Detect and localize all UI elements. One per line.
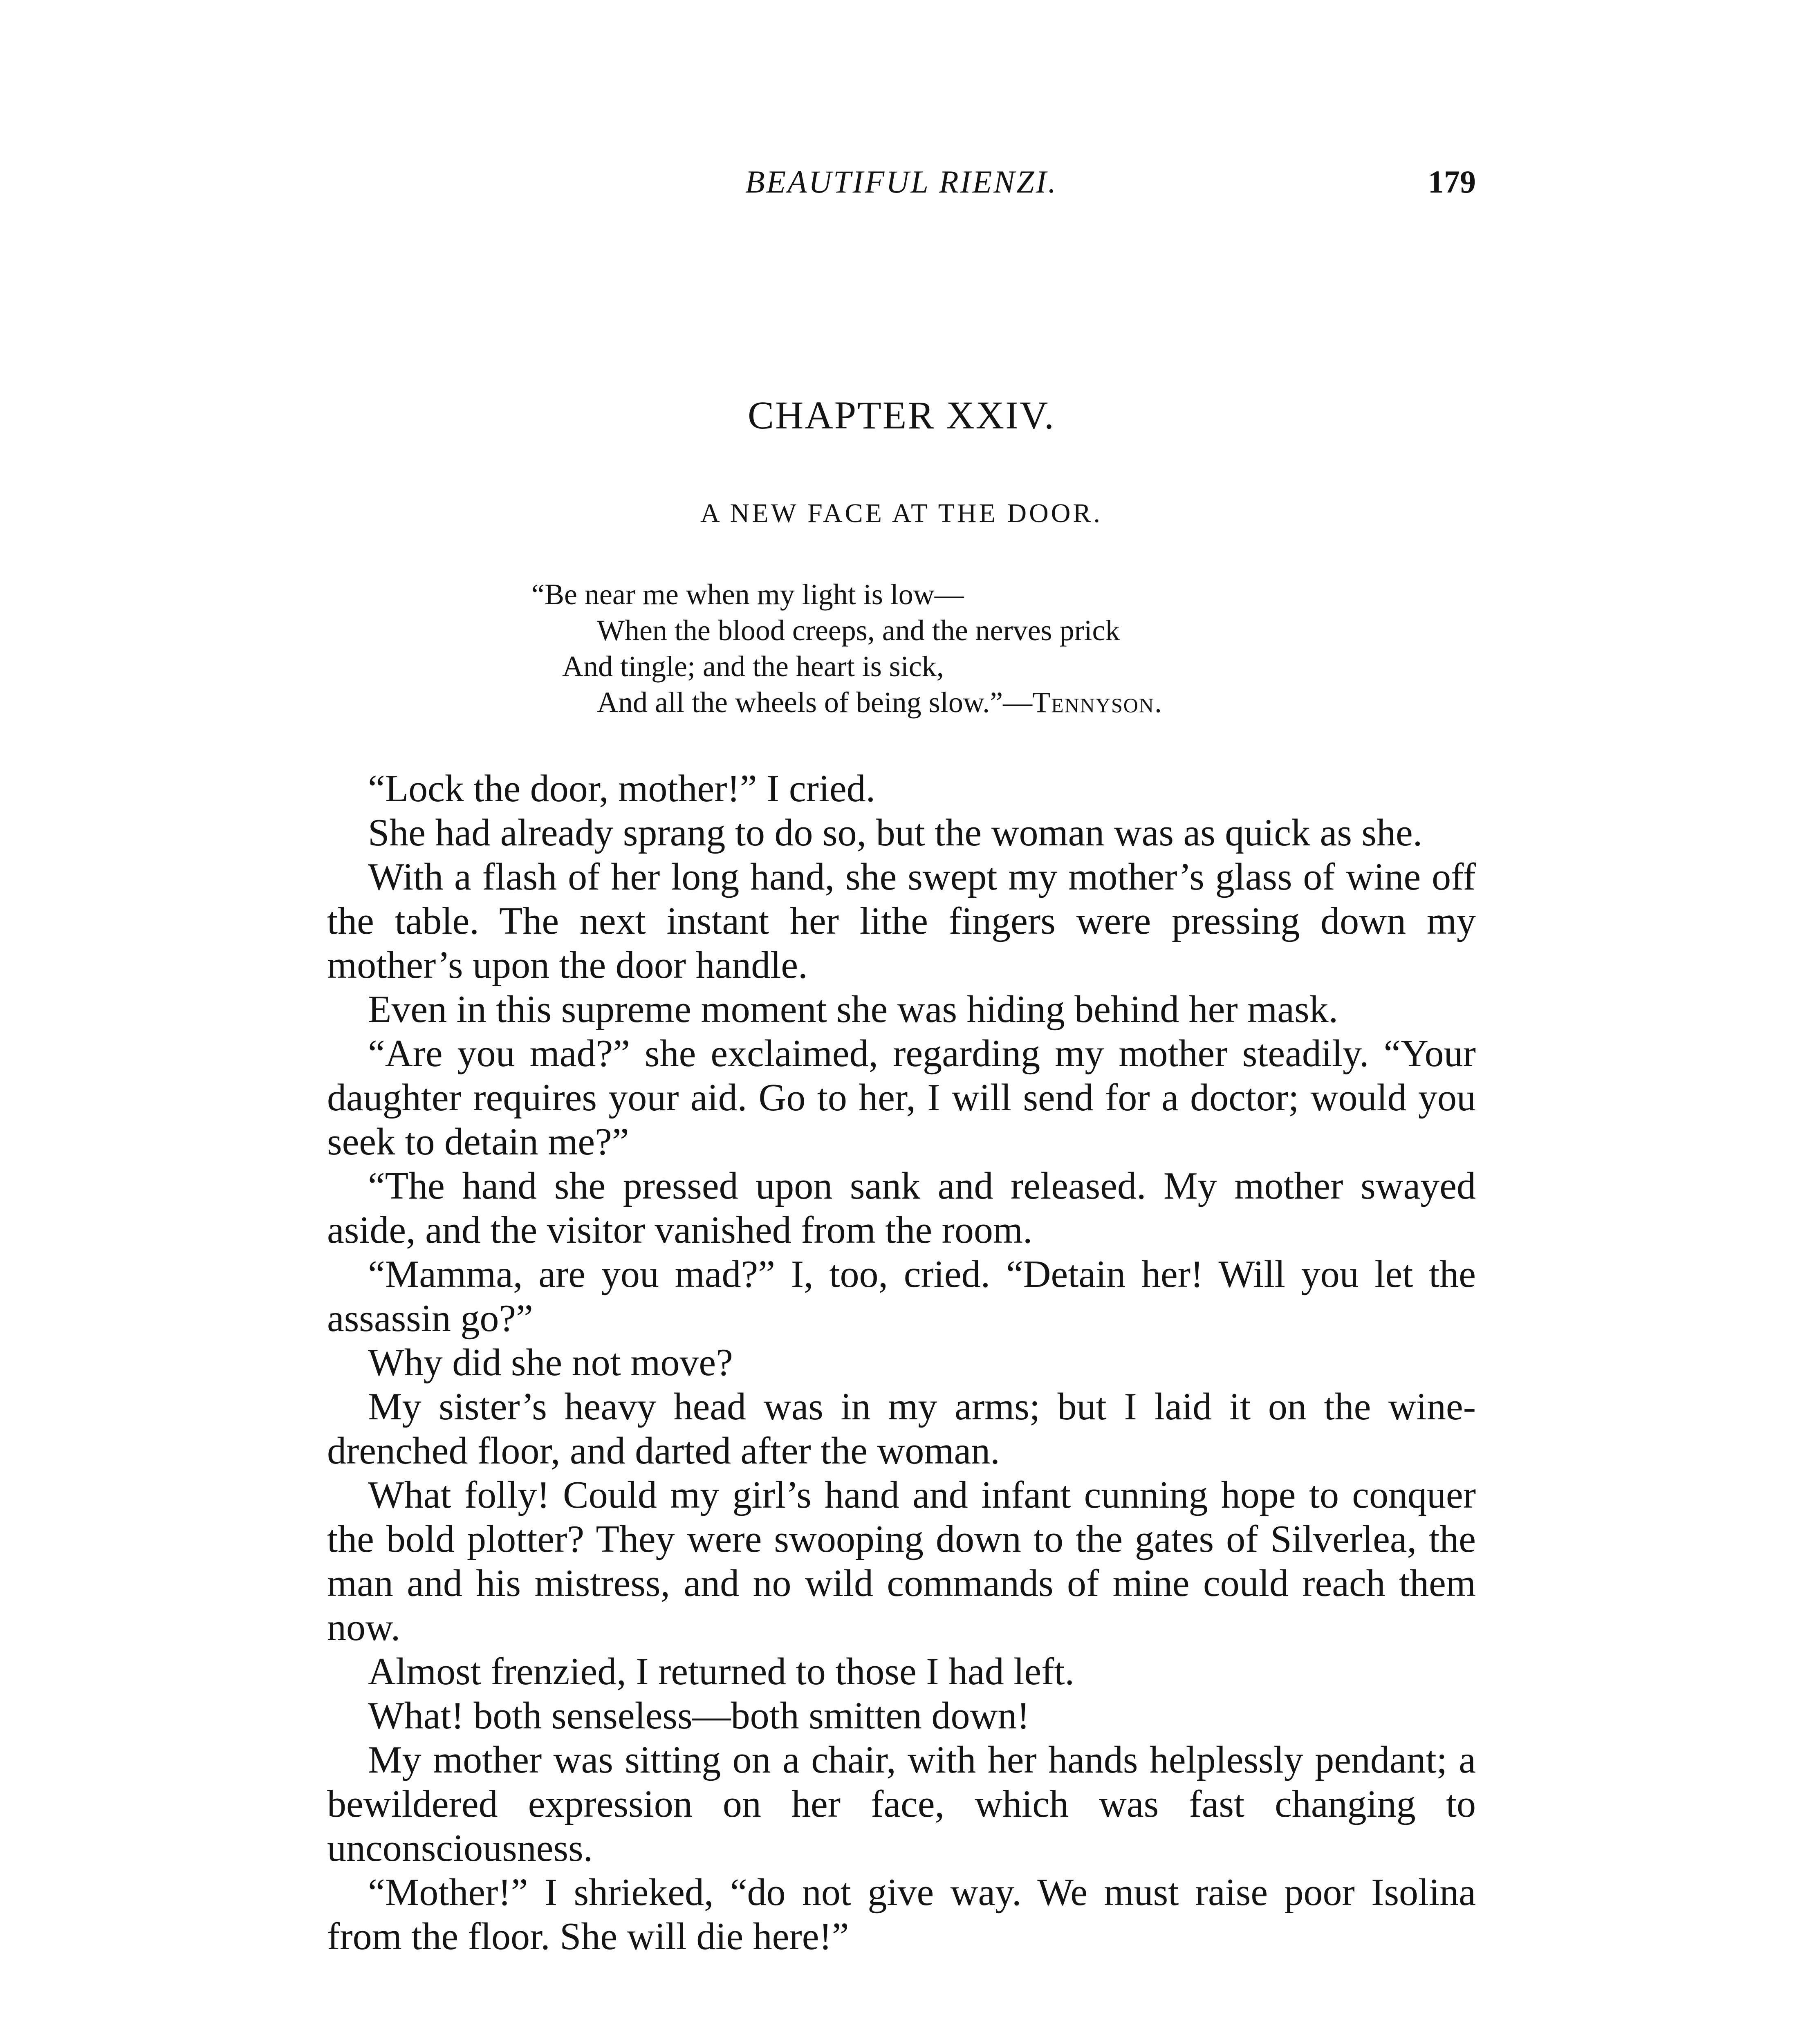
epigraph-line-text: And all the wheels of being slow.”— [597,686,1033,719]
paragraph: “Are you mad?” she exclaimed, regarding my mother steadily. “Your daughter requires your aid. Go to her, I will send for a doctor; would you seek to detain me?” [327,1032,1476,1163]
paragraph: “Lock the door, mother!” I cried. [368,767,876,810]
paragraph: What folly! Could my girl’s hand and infant cunning hope to conquer the bold plotter? They were swooping down to the gates of Silverlea, the man and his mistress, and no wild commands of mine could reach them now. [327,1474,1476,1649]
paragraph: She had already sprang to do so, but the woman was as quick as she. [368,811,1423,854]
epigraph-line-last [531,684,1431,720]
paragraph: Almost frenzied, I returned to those I had left. [368,1650,1074,1693]
paragraph: My mother was sitting on a chair, with her hands helplessly pendant; a bewildered expression on her face, which was fast changing to unconsciousness. [327,1739,1476,1869]
chapter-subtitle: A NEW FACE AT THE DOOR. [700,498,1103,528]
paragraph: “Mother!” I shrieked, “do not give way. We must raise poor Isolina from the floor. She will die here!” [327,1871,1476,1958]
chapter-title: CHAPTER XXIV. [748,393,1055,437]
paragraph: My sister’s heavy head was in my arms; but I laid it on the wine-drenched floor, and darted after the woman. [327,1385,1476,1472]
paragraph: What! both senseless—both smitten down! [368,1694,1030,1737]
paragraph: “The hand she pressed upon sank and released. My mother swayed aside, and the visitor vanished from the room. [327,1165,1476,1251]
paragraph: Why did she not move? [368,1341,733,1384]
running-title: BEAUTIFUL RIENZI. [745,164,1058,199]
paragraph: With a flash of her long hand, she swept my mother’s glass of wine off the table. The next instant her lithe fingers were pressing down my mother’s upon the door handle. [327,856,1476,986]
epigraph [531,576,1431,720]
epigraph-attribution: Tennyson. [1032,686,1163,719]
epigraph-line: And tingle; and the heart is sick, [562,650,944,683]
paragraph: “Mamma, are you mad?” I, too, cried. “Detain her! Will you let the assassin go?” [327,1253,1476,1340]
running-header [327,164,1476,208]
epigraph-line: “Be near me when my light is low— [531,578,964,611]
epigraph-line: When the blood creeps, and the nerves prick [597,614,1120,647]
body-text [327,766,1476,1959]
page-number: 179 [1428,164,1476,199]
paragraph: Even in this supreme moment she was hiding behind her mask. [368,988,1338,1031]
